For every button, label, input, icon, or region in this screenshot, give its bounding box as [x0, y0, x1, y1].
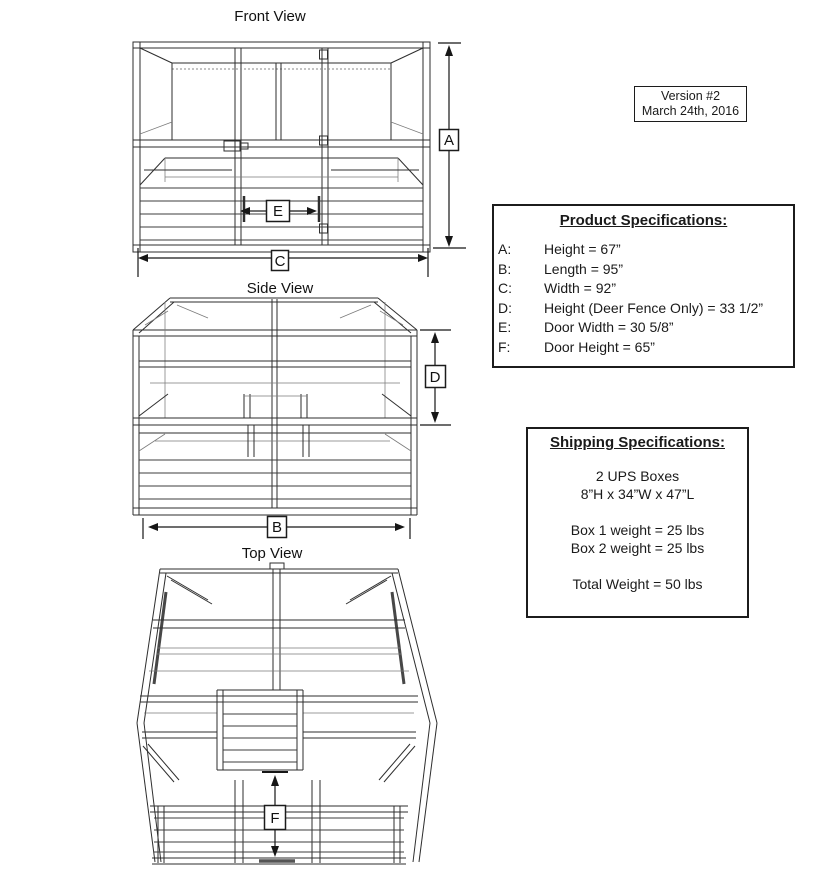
spec-row-f: [494, 338, 793, 358]
dimension-e-door-width: [240, 201, 317, 222]
door-latch: [224, 141, 240, 151]
product-specifications-list: [494, 240, 793, 358]
shipping-box-dimensions: 8”H x 34”W x 47”L: [580, 486, 695, 502]
dim-label-f: F: [270, 810, 280, 827]
frame-connector: [320, 50, 328, 59]
spec-value-d: Height (Deer Fence Only) = 33 1/2”: [544, 299, 764, 316]
spec-letter-e: E:: [498, 319, 512, 336]
front-view-title: Front View: [234, 8, 306, 25]
shipping-box2-weight: Box 2 weight = 25 lbs: [570, 540, 705, 556]
spec-value-e: Door Width = 30 5/8”: [544, 319, 674, 336]
spec-value-b: Length = 95”: [544, 260, 624, 277]
shipping-specifications-title: Shipping Specifications:: [549, 434, 725, 451]
spec-letter-f: F:: [498, 338, 511, 355]
spec-row-c: [494, 279, 793, 299]
spec-letter-d: D:: [498, 299, 512, 316]
spec-letter-a: A:: [498, 241, 512, 257]
dimension-b-length: [143, 517, 410, 540]
dimension-f-door-height: [259, 772, 295, 861]
front-view-drawing: [120, 30, 470, 282]
dim-label-c: C: [274, 253, 286, 270]
shipping-total-weight: Total Weight = 50 lbs: [572, 576, 703, 592]
spec-value-f: Door Height = 65”: [544, 338, 655, 355]
version-box: [634, 86, 747, 122]
spec-row-d: [494, 299, 793, 319]
version-date: March 24th, 2016: [641, 104, 740, 118]
top-structure: [137, 563, 437, 864]
dim-label-b: B: [271, 519, 283, 536]
dimension-d-deer-fence-height: [420, 330, 451, 425]
spec-value-c: Width = 92”: [544, 280, 616, 297]
dim-label-d: D: [429, 369, 441, 386]
side-view-title: Side View: [246, 280, 314, 297]
shipping-box-count: 2 UPS Boxes: [595, 468, 680, 484]
spec-letter-c: C:: [498, 280, 512, 297]
product-specifications-box: [492, 204, 795, 368]
spec-row-a: [494, 240, 793, 260]
side-structure: [133, 298, 417, 515]
top-view-title: Top View: [241, 545, 303, 562]
side-view-drawing: [120, 293, 470, 543]
frame-connector: [320, 224, 328, 233]
shipping-specifications-box: [526, 427, 749, 618]
version-number: Version #2: [660, 89, 721, 103]
spec-row-e: [494, 318, 793, 338]
spec-row-b: [494, 260, 793, 280]
spec-value-a: Height = 67”: [544, 241, 621, 257]
dim-label-a: A: [443, 132, 455, 149]
spec-letter-b: B:: [498, 260, 512, 277]
shipping-box1-weight: Box 1 weight = 25 lbs: [570, 522, 705, 538]
top-view-drawing: [120, 556, 460, 878]
dim-label-e: E: [272, 203, 284, 220]
product-specifications-title: Product Specifications:: [559, 212, 728, 229]
dimension-a-height: [433, 43, 466, 248]
